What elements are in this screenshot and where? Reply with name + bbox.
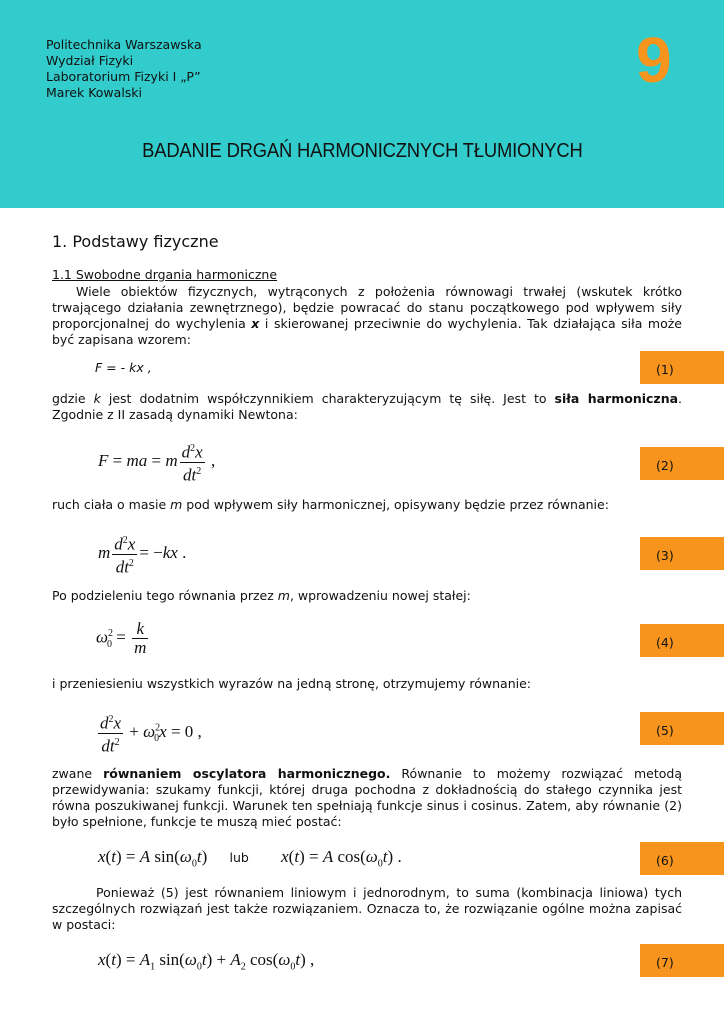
eq5-number: (5) (656, 723, 674, 738)
p4-text-a: Po podzieleniu tego równania przez (52, 588, 278, 603)
eq6-connector: lub (229, 850, 249, 865)
p3-var-m: m (170, 497, 183, 512)
eq2-number: (2) (656, 458, 674, 473)
page-title (0, 140, 724, 163)
p2-text-a: gdzie (52, 391, 94, 406)
equation-2: F = ma = m $\frac{d^2x}{dt^2}$ , (98, 442, 216, 485)
p5-text: i przeniesieniu wszystkich wyrazów na jedną stronę, otrzymujemy równanie: (52, 676, 532, 691)
p4-var-m: m (277, 588, 290, 603)
faculty: Wydział Fizyki (46, 53, 134, 68)
eq3-number: (3) (656, 548, 674, 563)
p1-text-b: i skierowanej przeciwnie do wychylenia. Tak działająca siła może być zapisana wzorem: (52, 316, 682, 347)
p4-text-b: , wprowadzeniu nowej stałej: (289, 588, 471, 603)
equation-number-5 (640, 712, 724, 745)
p7-text: Ponieważ (5) jest równaniem liniowym i jednorodnym, to suma (kombinacja liniowa) tych szczególnych rozwiązań jest także rozwiązaniem. Oznacza to, że rozwiązanie ogólne można zapisać w postaci: (52, 885, 682, 932)
author: Marek Kowalski (46, 85, 143, 100)
equation-number-2 (640, 447, 724, 480)
equation-1 (95, 360, 152, 375)
equation-number-3 (640, 537, 724, 570)
p1-var-x: x (251, 316, 260, 331)
equation-3: m $\frac{d^2x}{dt^2}$ = −kx . (98, 534, 187, 577)
p2-text-b: jest dodatnim współczynnikiem charakteryzującym tę siłę. Jest to (100, 391, 555, 406)
equation-number-7 (640, 944, 724, 977)
p2-bold: siła harmoniczna (554, 391, 679, 406)
paragraph-3 (52, 497, 682, 513)
paragraph-5 (52, 676, 682, 692)
equation-4: $\omega^2_0$ = $\frac{k}{m}$ (96, 619, 147, 657)
eq6-number: (6) (656, 853, 674, 868)
section-title: 1. Podstawy fizyczne (52, 232, 219, 251)
lab-number: 9 (636, 24, 672, 96)
p3-text-a: ruch ciała o masie (52, 497, 171, 512)
paragraph-1 (52, 284, 682, 348)
paragraph-2 (52, 391, 682, 423)
page-title-text: BADANIE DRGAŃ HARMONICZNYCH TŁUMIONYCH (141, 140, 583, 162)
eq1-number: (1) (656, 362, 674, 377)
paragraph-7 (52, 885, 682, 933)
p6-text-a: zwane (52, 766, 104, 781)
p3-text-b: pod wpływem siły harmonicznej, opisywany będzie przez równanie: (182, 497, 609, 512)
equation-5: $\frac{d^2x}{dt^2}$ + $\omega^2_0x = 0$ , (100, 713, 202, 756)
author-block (46, 37, 202, 101)
institution: Politechnika Warszawska (46, 37, 202, 52)
p6-text-b: Równanie to możemy rozwiązać metodą przewidywania: szukamy funkcji, której druga pochodna z dokładnością do stałego czynnika jest równa poszukiwanej funkcji. Warunek ten spełniają funkcje sinus i cosinus. Zatem, aby równanie (2) było spełnione, funkcje te muszą mieć postać: (52, 766, 683, 829)
equation-number-1 (640, 351, 724, 384)
equation-number-6 (640, 842, 724, 875)
eq1-text: F = - kx , (95, 360, 152, 375)
p6-bold: równaniem oscylatora harmonicznego. (103, 766, 391, 781)
header-band (0, 0, 724, 208)
p2-var-k: k (93, 391, 101, 406)
p2-text-c: . Zgodnie z II zasadą dynamiki Newtona: (52, 391, 683, 422)
eq4-number: (4) (656, 635, 674, 650)
paragraph-4 (52, 588, 682, 604)
paragraph-6 (52, 766, 682, 830)
p1-text-a: Wiele obiektów fizycznych, wytrąconych z położenia równowagi trwałej (wskutek krótko trwającego działania zewnętrznego), będzie powracać do stanu początkowego pod wpływem siły proporcjonalnej do wychylenia (52, 284, 682, 331)
equation-6: x(t) = A $\sin(\omega_0t)$ lub x(t) = A $\cos(\omega_0t)$ . (98, 847, 402, 870)
equation-number-4 (640, 624, 724, 657)
eq7-number: (7) (656, 955, 674, 970)
equation-7: $x(t) = A_1$ $\sin(\omega_0t) + A_2$ $\cos(\omega_0t)$ , (98, 950, 315, 973)
laboratory: Laboratorium Fizyki I „P” (46, 69, 201, 84)
subsection-title: 1.1 Swobodne drgania harmoniczne (52, 267, 278, 282)
